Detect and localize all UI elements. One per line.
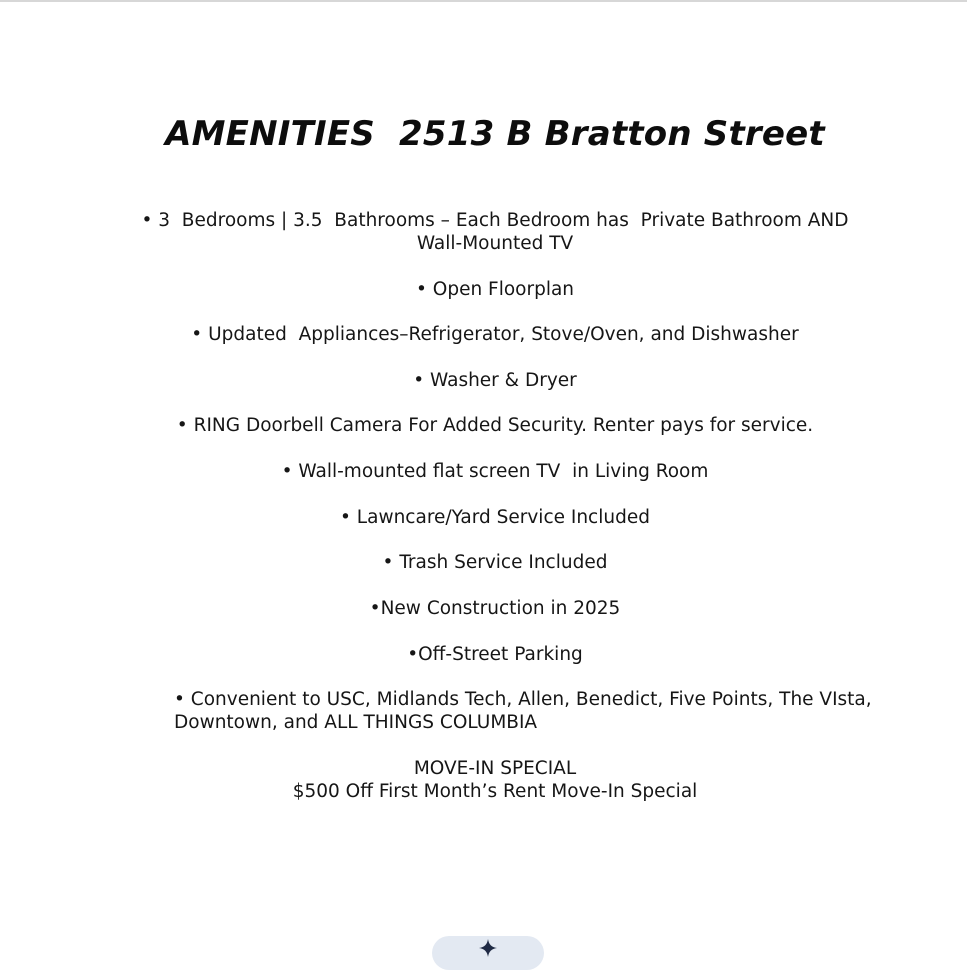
amenity-new-construction: •New Construction in 2025	[369, 598, 621, 619]
move-in-special-heading: MOVE-IN SPECIAL	[413, 758, 577, 779]
amenity-location-continued: Downtown, and ALL THINGS COLUMBIA	[174, 712, 538, 733]
amenity-living-room-tv: • Wall-mounted flat screen TV in Living Room	[281, 461, 709, 482]
amenity-floorplan: • Open Floorplan	[415, 279, 575, 300]
amenity-washer-dryer: • Washer & Dryer	[413, 370, 577, 391]
amenity-appliances: • Updated Appliances–Refrigerator, Stove/Oven, and Dishwasher	[191, 324, 799, 345]
amenity-trash: • Trash Service Included	[382, 552, 608, 573]
amenity-location: • Convenient to USC, Midlands Tech, Allen, Benedict, Five Points, The VIsta,	[174, 689, 872, 710]
amenity-parking: •Off-Street Parking	[407, 644, 583, 665]
amenity-lawncare: • Lawncare/Yard Service Included	[340, 507, 650, 528]
amenity-bedrooms-continued: Wall-Mounted TV	[416, 233, 574, 254]
top-divider	[0, 0, 967, 2]
amenity-doorbell-camera: • RING Doorbell Camera For Added Security. Renter pays for service.	[176, 415, 814, 436]
page-title: AMENITIES 2513 B Bratton Street	[165, 114, 825, 154]
move-in-special-detail: $500 Off First Month’s Rent Move-In Special	[292, 781, 698, 802]
sparkle-icon[interactable]	[478, 938, 498, 958]
amenity-bedrooms: • 3 Bedrooms | 3.5 Bathrooms – Each Bedroom has Private Bathroom AND	[141, 210, 849, 231]
